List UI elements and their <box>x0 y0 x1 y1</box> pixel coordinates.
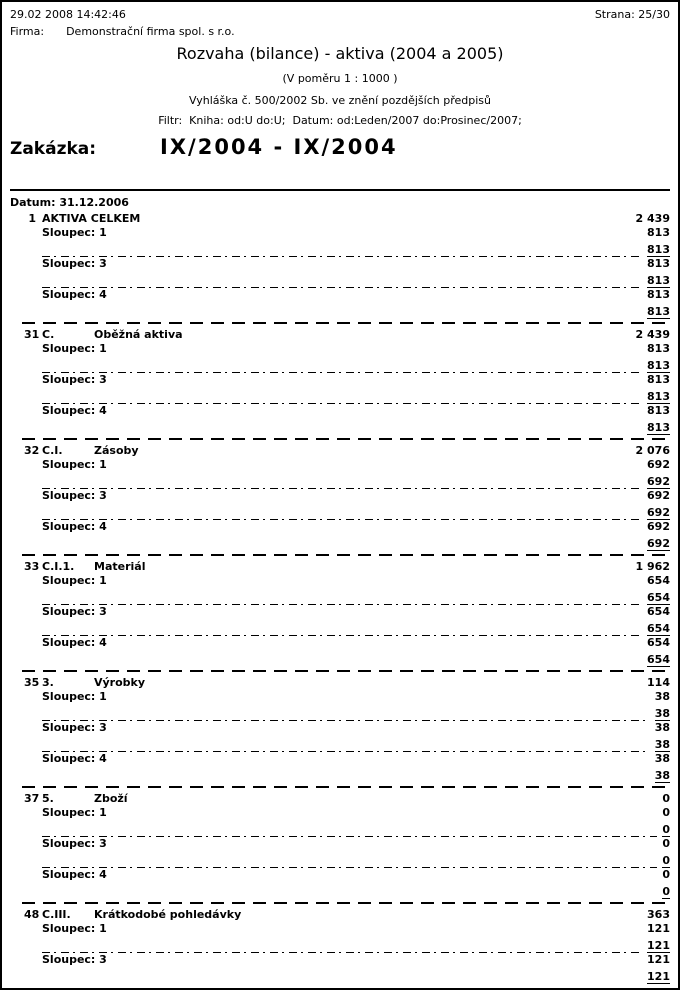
section-header-row <box>10 560 670 574</box>
group-label: Sloupec: 1 <box>42 458 107 471</box>
section-total: 114 <box>647 676 670 689</box>
group-label-row <box>10 574 670 588</box>
section-separator <box>22 902 670 904</box>
group-label: Sloupec: 3 <box>42 605 107 618</box>
column-group <box>10 868 670 899</box>
group-value-row <box>10 534 670 551</box>
group-label: Sloupec: 3 <box>42 373 107 386</box>
group-label: Sloupec: 4 <box>42 288 107 301</box>
group-value-row <box>10 735 670 752</box>
column-group <box>10 953 670 984</box>
group-value-row <box>10 588 670 605</box>
column-group <box>10 605 670 636</box>
page-number: Strana: 25/30 <box>594 8 670 21</box>
section-separator <box>22 670 670 672</box>
group-label-row <box>10 288 670 302</box>
group-value-2: 121 <box>647 970 670 983</box>
column-group <box>10 373 670 404</box>
section-total: 363 <box>647 908 670 921</box>
group-value-2: 692 <box>647 506 670 519</box>
group-value-1: 813 <box>647 373 670 386</box>
group-value-2: 38 <box>654 769 670 782</box>
section-separator <box>22 786 670 788</box>
dash-dot-leader <box>42 720 650 721</box>
group-label: Sloupec: 1 <box>42 226 107 239</box>
group-value-row <box>10 704 670 721</box>
group-value-1: 0 <box>662 837 670 850</box>
column-group <box>10 752 670 783</box>
group-value-1: 692 <box>647 489 670 502</box>
group-value-1: 692 <box>647 520 670 533</box>
section-name: Oběžná aktiva <box>94 328 183 341</box>
section-number: 35 <box>24 676 40 689</box>
section-header-row <box>10 328 670 342</box>
group-label-row <box>10 868 670 882</box>
group-value-2: 692 <box>647 537 670 550</box>
order-value: IX/2004 - IX/2004 <box>160 135 398 159</box>
group-value-2: 121 <box>647 939 670 952</box>
section-code: C. <box>42 328 55 341</box>
group-value-row <box>10 936 670 953</box>
group-label: Sloupec: 4 <box>42 520 107 533</box>
column-group <box>10 690 670 721</box>
dash-dot-leader <box>42 372 642 373</box>
company-row <box>10 25 670 38</box>
column-group <box>10 520 670 551</box>
group-value-row <box>10 882 670 899</box>
report-section <box>10 792 670 904</box>
order-row <box>10 135 670 163</box>
section-code: C.I. <box>42 444 63 457</box>
section-total: 1 962 <box>635 560 670 573</box>
group-label: Sloupec: 3 <box>42 489 107 502</box>
group-label: Sloupec: 3 <box>42 837 107 850</box>
group-label-row <box>10 404 670 418</box>
section-groups <box>10 922 670 984</box>
group-value-2: 654 <box>647 653 670 666</box>
section-separator <box>22 438 670 440</box>
column-group <box>10 837 670 868</box>
report-section <box>10 676 670 788</box>
group-value-1: 813 <box>647 342 670 355</box>
report-title: Rozvaha (bilance) - aktiva (2004 a 2005) <box>176 44 504 63</box>
group-value-1: 813 <box>647 404 670 417</box>
group-label: Sloupec: 1 <box>42 342 107 355</box>
group-label: Sloupec: 1 <box>42 922 107 935</box>
group-label: Sloupec: 3 <box>42 953 107 966</box>
section-number: 33 <box>24 560 40 573</box>
group-label: Sloupec: 4 <box>42 752 107 765</box>
group-value-2: 813 <box>647 274 670 287</box>
group-value-2: 813 <box>647 359 670 372</box>
column-group <box>10 458 670 489</box>
group-value-row <box>10 650 670 667</box>
report-section <box>10 212 670 324</box>
group-value-2: 0 <box>662 823 670 836</box>
report-section <box>10 444 670 556</box>
group-value-1: 813 <box>647 226 670 239</box>
section-code: C.I.1. <box>42 560 75 573</box>
report-section <box>10 328 670 440</box>
section-number: 31 <box>24 328 40 341</box>
group-value-2: 38 <box>654 707 670 720</box>
group-value-1: 38 <box>654 690 670 703</box>
section-total: 2 439 <box>635 328 670 341</box>
column-group <box>10 288 670 319</box>
group-label-row <box>10 226 670 240</box>
dash-dot-leader <box>42 604 642 605</box>
section-separator <box>22 322 670 324</box>
group-value-row <box>10 387 670 404</box>
column-group <box>10 404 670 435</box>
column-group <box>10 342 670 373</box>
section-name: Výrobky <box>94 676 146 689</box>
group-value-1: 38 <box>654 721 670 734</box>
group-value-2: 692 <box>647 475 670 488</box>
report-sections <box>10 212 670 984</box>
section-name: Krátkodobé pohledávky <box>94 908 242 921</box>
company-name: Demonstrační firma spol. s r.o. <box>66 25 235 38</box>
group-value-1: 121 <box>647 953 670 966</box>
section-groups <box>10 226 670 324</box>
group-label-row <box>10 458 670 472</box>
section-groups <box>10 574 670 672</box>
decree-note: Vyhláška č. 500/2002 Sb. ve znění pozdějších předpisů <box>188 94 491 107</box>
section-code: 5. <box>42 792 54 805</box>
dash-dot-leader <box>42 751 650 752</box>
report-section <box>10 560 670 672</box>
group-value-2: 654 <box>647 591 670 604</box>
group-value-row <box>10 472 670 489</box>
group-label: Sloupec: 4 <box>42 868 107 881</box>
group-value-1: 0 <box>662 868 670 881</box>
group-value-1: 654 <box>647 574 670 587</box>
section-number: 1 <box>28 212 36 225</box>
column-group <box>10 257 670 288</box>
section-name: Materiál <box>94 560 146 573</box>
section-name: Zboží <box>94 792 128 805</box>
group-value-1: 121 <box>647 922 670 935</box>
group-label-row <box>10 721 670 735</box>
group-value-row <box>10 619 670 636</box>
dash-dot-leader <box>42 635 642 636</box>
column-group <box>10 721 670 752</box>
section-groups <box>10 690 670 788</box>
group-label: Sloupec: 1 <box>42 806 107 819</box>
column-group <box>10 574 670 605</box>
column-group <box>10 922 670 953</box>
dash-dot-leader <box>42 256 642 257</box>
section-groups <box>10 806 670 904</box>
group-label-row <box>10 752 670 766</box>
group-value-1: 813 <box>647 257 670 270</box>
group-label-row <box>10 953 670 967</box>
dash-dot-leader <box>42 836 657 837</box>
group-value-1: 813 <box>647 288 670 301</box>
section-header-row <box>10 676 670 690</box>
section-header-row <box>10 792 670 806</box>
group-label: Sloupec: 3 <box>42 721 107 734</box>
section-header-row <box>10 908 670 922</box>
group-label-row <box>10 922 670 936</box>
group-value-row <box>10 356 670 373</box>
column-group <box>10 226 670 257</box>
group-value-1: 692 <box>647 458 670 471</box>
group-label: Sloupec: 3 <box>42 257 107 270</box>
section-groups <box>10 458 670 556</box>
group-value-2: 0 <box>662 885 670 898</box>
section-code: C.III. <box>42 908 71 921</box>
group-value-row <box>10 503 670 520</box>
dash-dot-leader <box>42 403 642 404</box>
group-value-2: 813 <box>647 305 670 318</box>
column-group <box>10 636 670 667</box>
section-header-row <box>10 444 670 458</box>
group-label-row <box>10 806 670 820</box>
group-value-row <box>10 302 670 319</box>
group-label-row <box>10 636 670 650</box>
group-label-row <box>10 373 670 387</box>
dash-dot-leader <box>42 287 642 288</box>
group-value-1: 0 <box>662 806 670 819</box>
section-total: 2 439 <box>635 212 670 225</box>
group-label-row <box>10 257 670 271</box>
section-code: 3. <box>42 676 54 689</box>
report-date: Datum: 31.12.2006 <box>10 196 129 209</box>
section-name: Zásoby <box>94 444 139 457</box>
group-value-row <box>10 418 670 435</box>
section-number: 37 <box>24 792 40 805</box>
print-datetime: 29.02 2008 14:42:46 <box>10 8 126 21</box>
dash-dot-leader <box>42 867 657 868</box>
group-value-2: 0 <box>662 854 670 867</box>
column-group <box>10 489 670 520</box>
ratio-note: (V poměru 1 : 1000 ) <box>282 72 398 85</box>
report-section <box>10 908 670 984</box>
group-label-row <box>10 690 670 704</box>
group-value-2: 654 <box>647 622 670 635</box>
group-value-row <box>10 240 670 257</box>
column-group <box>10 806 670 837</box>
group-value-1: 38 <box>654 752 670 765</box>
group-label-row <box>10 837 670 851</box>
section-number: 32 <box>24 444 40 457</box>
section-header-row <box>10 212 670 226</box>
header-rule <box>10 189 670 191</box>
section-groups <box>10 342 670 440</box>
group-value-2: 813 <box>647 390 670 403</box>
section-separator <box>22 554 670 556</box>
page-header-row <box>10 8 670 21</box>
section-name: AKTIVA CELKEM <box>42 212 141 225</box>
group-label-row <box>10 605 670 619</box>
group-value-row <box>10 820 670 837</box>
order-label: Zakázka: <box>10 139 97 159</box>
group-label: Sloupec: 1 <box>42 574 107 587</box>
group-value-row <box>10 766 670 783</box>
group-value-2: 813 <box>647 243 670 256</box>
section-total: 2 076 <box>635 444 670 457</box>
group-value-2: 813 <box>647 421 670 434</box>
group-value-2: 38 <box>654 738 670 751</box>
section-total: 0 <box>662 792 670 805</box>
group-label-row <box>10 489 670 503</box>
group-value-row <box>10 851 670 868</box>
company-label: Firma: <box>10 25 45 38</box>
group-value-row <box>10 967 670 984</box>
group-label: Sloupec: 1 <box>42 690 107 703</box>
group-value-1: 654 <box>647 605 670 618</box>
dash-dot-leader <box>42 488 642 489</box>
group-label: Sloupec: 4 <box>42 636 107 649</box>
section-number: 48 <box>24 908 40 921</box>
filter-line: Filtr: Kniha: od:U do:U; Datum: od:Leden/2007 do:Prosinec/2007; <box>158 114 522 127</box>
group-value-1: 654 <box>647 636 670 649</box>
dash-dot-leader <box>42 519 642 520</box>
group-value-row <box>10 271 670 288</box>
group-label-row <box>10 342 670 356</box>
group-label-row <box>10 520 670 534</box>
group-label: Sloupec: 4 <box>42 404 107 417</box>
dash-dot-leader <box>42 952 642 953</box>
